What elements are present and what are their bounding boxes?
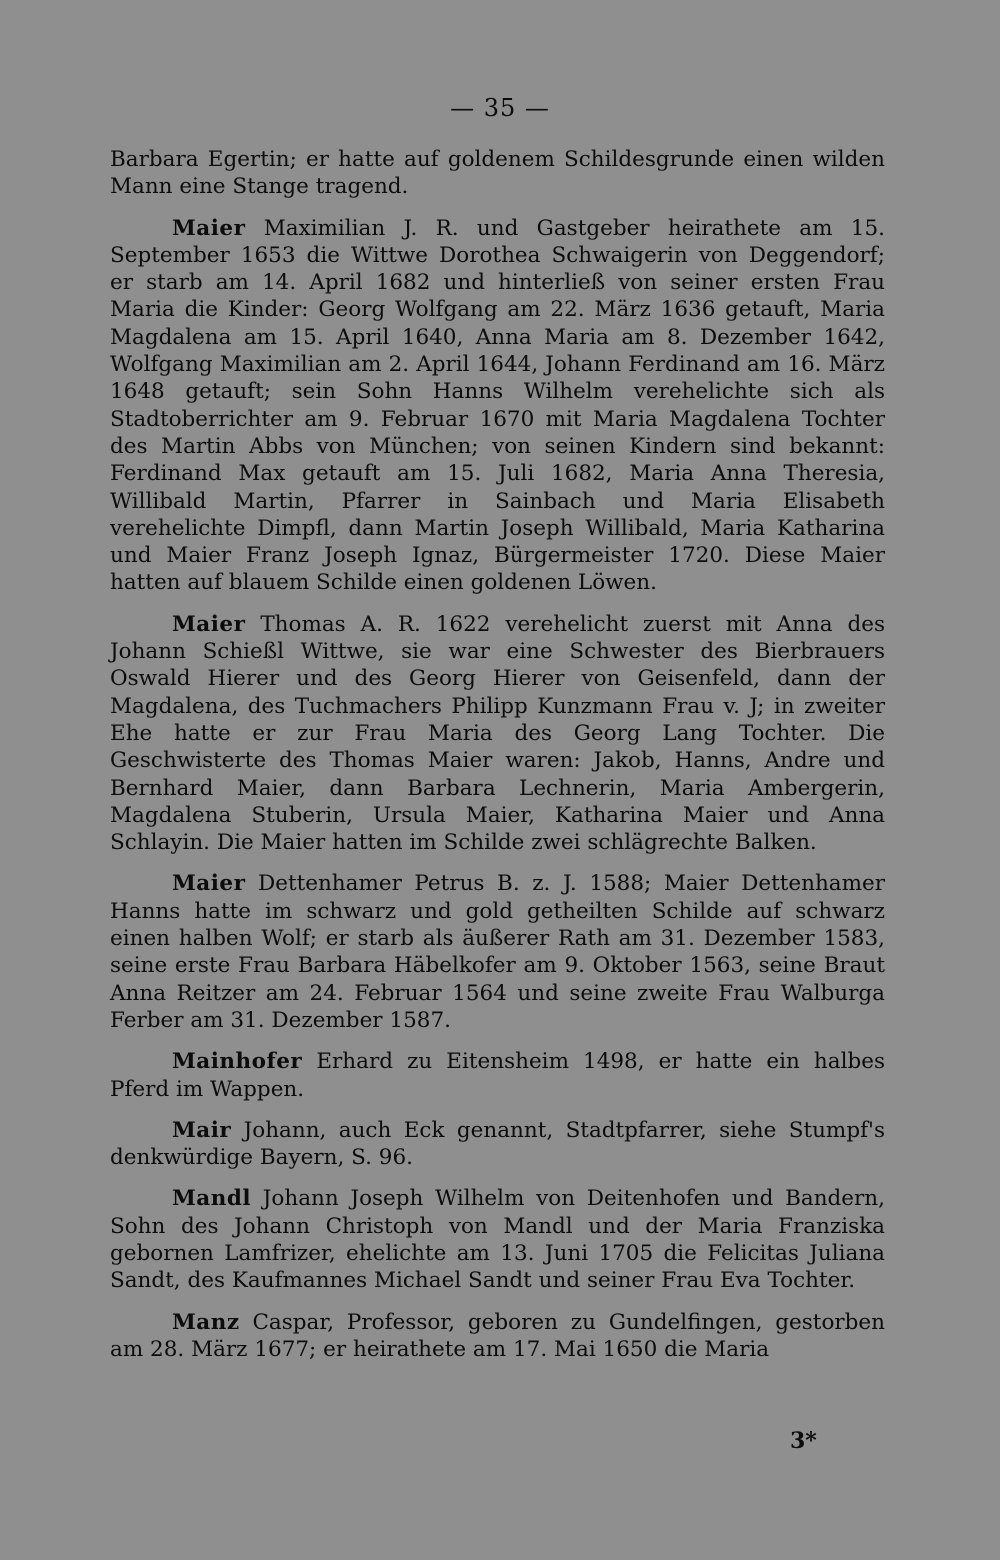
entry-text: Johann Joseph Wilhelm von Deitenhofen und Bandern, Sohn des Johann Christoph von Mandl und der Maria Franziska gebornen Lamfrizer, ehelichte am 13. Juni 1705 die Felicitas Juliana Sandt, des Kaufmannes Michael Sandt und seiner Frau Eva Tochter.	[110, 1186, 885, 1294]
continued-paragraph: Barbara Egertin; er hatte auf goldenem Schildesgrunde einen wilden Mann eine Stange tragend.	[110, 147, 885, 200]
entry-mainhofer	[110, 1048, 885, 1103]
entry-surname: Manz	[172, 1309, 240, 1335]
entry-surname: Maier	[172, 611, 246, 637]
entry-mair	[110, 1117, 885, 1172]
page-text	[110, 146, 885, 1363]
entry-text: Thomas A. R. 1622 verehelicht zuerst mit Anna des Johann Schießl Wittwe, sie war eine Schwester des Bierbrauers Oswald Hierer und des Georg Hierer von Geisenfeld, dann der Magdalena, des Tuchmachers Philipp Kunzmann Frau v. J; in zweiter Ehe hatte er zur Frau Maria des Georg Lang Tochter. Die Geschwisterte des Thomas Maier waren: Jakob, Hanns, Andre und Bernhard Maier, dann Barbara Lechnerin, Maria Ambergerin, Magdalena Stuberin, Ursula Maier, Katharina Maier und Anna Schlayin. Die Maier hatten im Schilde zwei schlägrechte Balken.	[110, 611, 885, 856]
entry-surname: Maier	[172, 215, 246, 241]
entry-surname: Maier	[172, 871, 246, 897]
entry-surname: Mair	[172, 1117, 232, 1143]
page-number: — 35 —	[450, 94, 550, 122]
entry-mandl	[110, 1185, 885, 1294]
entry-surname: Mainhofer	[172, 1049, 303, 1075]
printer-signature-mark: 3*	[790, 1428, 817, 1454]
entry-maier-thomas	[110, 611, 885, 857]
entry-manz	[110, 1309, 885, 1364]
entry-surname: Mandl	[172, 1186, 252, 1212]
entry-text: Erhard zu Eitensheim 1498, er hatte ein halbes Pferd im Wappen.	[110, 1049, 885, 1102]
entry-text: Johann, auch Eck genannt, Stadtpfarrer, siehe Stumpf's denkwürdige Bayern, S. 96.	[110, 1117, 885, 1171]
entry-text: Maximilian J. R. und Gastgeber heirathete am 15. September 1653 die Wittwe Dorothea Schwaigerin von Deggendorf; er starb am 14. April 1682 und hinterließ von seiner ersten Frau Maria die Kinder: Georg Wolfgang am 22. März 1636 getauft, Maria Magdalena am 15. April 1640, Anna Maria am 8. Dezember 1642, Wolfgang Maximilian am 2. April 1644, Johann Ferdinand am 16. März 1648 getauft; sein Sohn Hanns Wilhelm verehelichte sich als Stadtoberrichter am 9. Februar 1670 mit Maria Magdalena Tochter des Martin Abbs von München; von seinen Kindern sind bekannt: Ferdinand Max getauft am 15. Juli 1682, Maria Anna Theresia, Willibald Martin, Pfarrer in Sainbach und Maria Elisabeth verehelichte Dimpfl, dann Martin Joseph Willibald, Maria Katharina und Maier Franz Joseph Ignaz, Bürgermeister 1720. Diese Maier hatten auf blauem Schilde einen goldenen Löwen.	[110, 215, 885, 596]
entry-text: Dettenhamer Petrus B. z. J. 1588; Maier Dettenhamer Hanns hatte im schwarz und gold getheilten Schilde auf schwarz einen halben Wolf; er starb als äußerer Rath am 31. Dezember 1583, seine erste Frau Barbara Häbelkofer am 9. Oktober 1563, seine Braut Anna Reitzer am 24. Februar 1564 und seine zweite Frau Walburga Ferber am 31. Dezember 1587.	[110, 871, 885, 1033]
entry-maier-dettenhamer	[110, 870, 885, 1034]
entry-text: Caspar, Professor, geboren zu Gundelfingen, gestorben am 28. März 1677; er heirathete am 17. Mai 1650 die Maria	[110, 1309, 885, 1362]
entry-maier-maximilian	[110, 215, 885, 597]
